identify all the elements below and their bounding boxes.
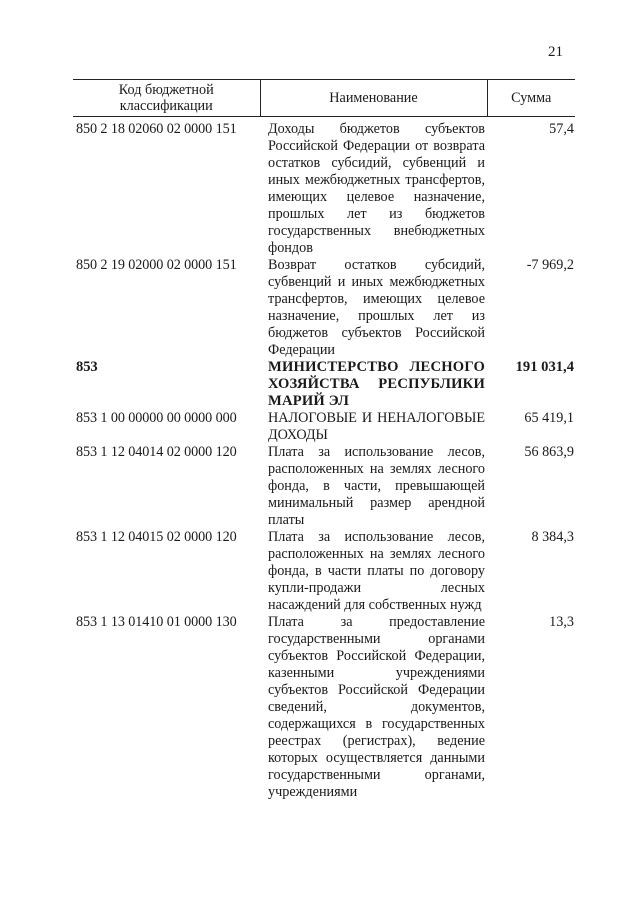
header-sum: Сумма <box>487 80 575 117</box>
item-sum: 56 863,9 <box>524 444 574 460</box>
page-number: 21 <box>548 44 563 60</box>
budget-classification-table <box>73 79 575 801</box>
item-name: МИНИСТЕРСТВО ЛЕСНОГО ХОЗЯЙСТВА РЕСПУБЛИКИ МАРИЙ ЭЛ <box>268 359 485 409</box>
item-name: Возврат остатков субсидий, субвенций и иных межбюджетных трансфертов, имеющих целевое назначение, прошлых лет из бюджетов субъектов Российской Федерации <box>268 257 485 358</box>
table-row <box>73 529 575 614</box>
item-name: НАЛОГОВЫЕ И НЕНАЛОГОВЫЕ ДОХОДЫ <box>268 410 485 443</box>
table-header-row <box>73 80 575 117</box>
header-name: Наименование <box>260 80 487 117</box>
table-row <box>73 257 575 359</box>
budget-code: 853 1 12 04015 02 0000 120 <box>76 529 237 545</box>
header-code: Код бюджетной классификации <box>73 80 260 117</box>
item-sum: 13,3 <box>549 614 574 630</box>
table-row <box>73 614 575 801</box>
item-name: Доходы бюджетов субъектов Российской Федерации от возврата остатков субсидий, субвенций и иных межбюджетных трансфертов, имеющих целевое назначение, прошлых лет из бюджетов государственных внебюджетных фондов <box>268 121 485 256</box>
item-sum: 191 031,4 <box>515 359 574 375</box>
item-sum: -7 969,2 <box>526 257 574 273</box>
item-sum: 8 384,3 <box>531 529 574 545</box>
table-row <box>73 117 575 258</box>
table-row <box>73 410 575 444</box>
item-sum: 57,4 <box>549 121 574 137</box>
budget-code: 853 1 13 01410 01 0000 130 <box>76 614 237 630</box>
budget-code: 853 1 12 04014 02 0000 120 <box>76 444 237 460</box>
budget-code: 850 2 18 02060 02 0000 151 <box>76 121 237 137</box>
budget-code: 853 1 00 00000 00 0000 000 <box>76 410 237 426</box>
budget-code: 853 <box>76 359 98 375</box>
table-row-ministry <box>73 359 575 410</box>
table-row <box>73 444 575 529</box>
item-sum: 65 419,1 <box>524 410 574 426</box>
item-name: Плата за предоставление государственными органами субъектов Российской Федерации, казенными учреждениями субъектов Российской Федерации сведений, документов, содержащихся в государственных реестрах (регистрах), ведение которых осуществляется данными государственными органами, учреждениями <box>268 614 485 800</box>
item-name: Плата за использование лесов, расположенных на землях лесного фонда, в части, превышающей минимальный размер арендной платы <box>268 444 485 528</box>
budget-code: 850 2 19 02000 02 0000 151 <box>76 257 237 273</box>
item-name: Плата за использование лесов, расположенных на землях лесного фонда, в части платы по договору купли-продажи лесных насаждений для собственных нужд <box>268 529 485 613</box>
